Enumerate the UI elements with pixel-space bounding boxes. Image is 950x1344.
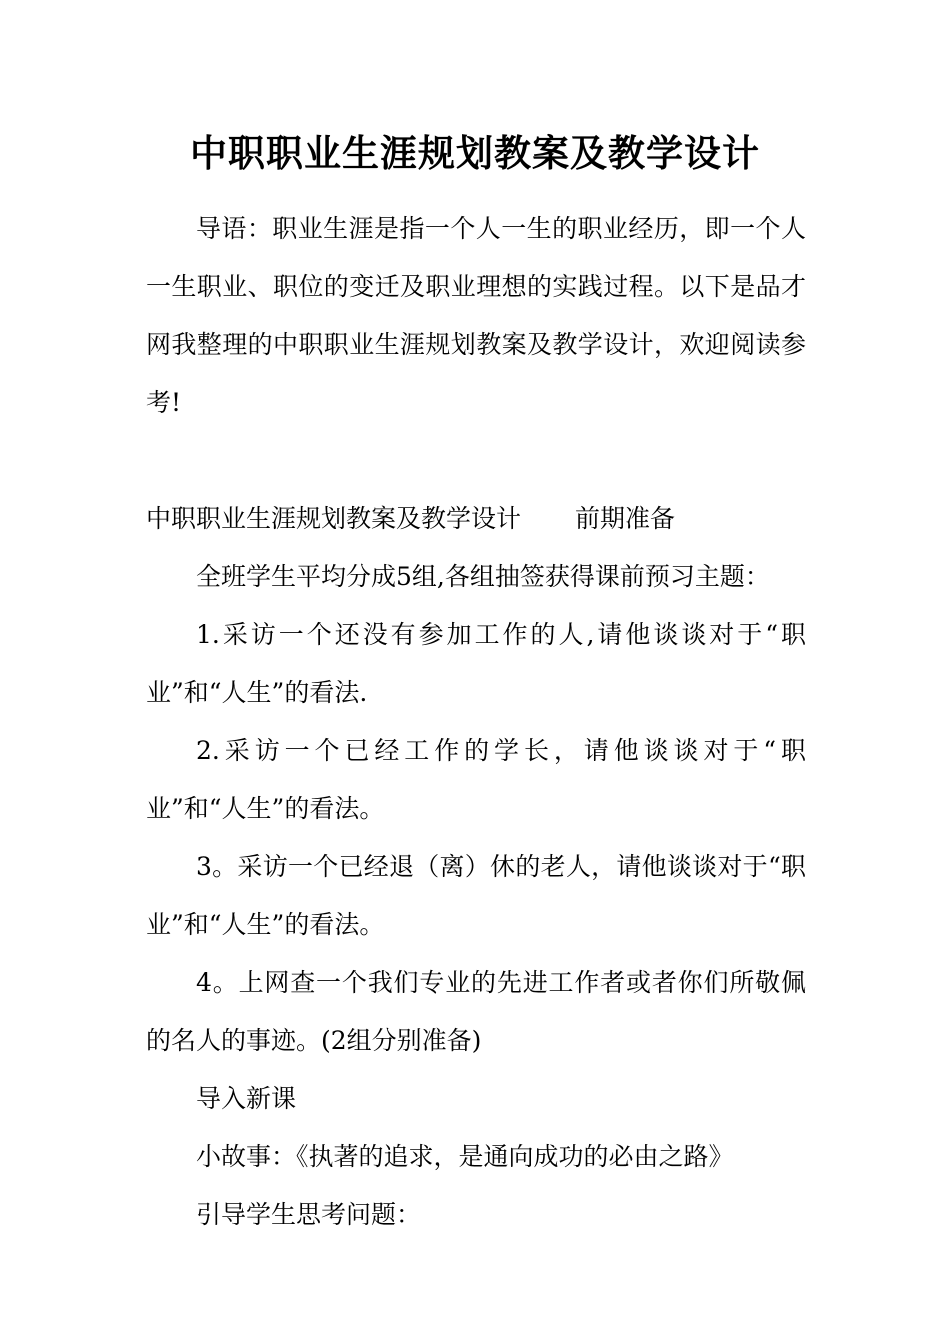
paragraph-guiding-question: 引导学生思考问题：: [196, 1200, 422, 1229]
paragraph-item-1: 1.采访一个还没有参加工作的人,请他谈谈对于“职业”和“人生”的看法.: [146, 620, 806, 707]
paragraph-new-lesson: 导入新课: [196, 1084, 297, 1113]
paragraph-story: 小故事：《执著的追求，是通向成功的必由之路》: [196, 1142, 734, 1171]
paragraph-item-4: 4。上网查一个我们专业的先进工作者或者你们所敬佩的名人的事迹。(2组分别准备): [146, 968, 806, 1055]
document-body: [146, 200, 806, 1244]
section-heading-subtitle: 前期准备: [575, 504, 676, 533]
paragraph-spacer: [146, 432, 806, 490]
intro-paragraph: 导语：职业生涯是指一个人一生的职业经历，即一个人一生职业、职位的变迁及职业理想的实践过程。以下是品才网我整理的中职职业生涯规划教案及教学设计，欢迎阅读参考!: [146, 214, 806, 417]
section-heading-title: 中职职业生涯规划教案及教学设计: [146, 504, 522, 533]
document-title: 中职职业生涯规划教案及教学设计: [190, 131, 760, 175]
section-heading: [146, 490, 806, 548]
paragraph-grouping: 全班学生平均分成5组,各组抽签获得课前预习主题：: [196, 562, 770, 591]
paragraph-item-2: 2.采访一个已经工作的学长，请他谈谈对于“职业”和“人生”的看法。: [146, 736, 806, 823]
paragraph-item-3: 3。采访一个已经退（离）休的老人，请他谈谈对于“职业”和“人生”的看法。: [146, 852, 806, 939]
